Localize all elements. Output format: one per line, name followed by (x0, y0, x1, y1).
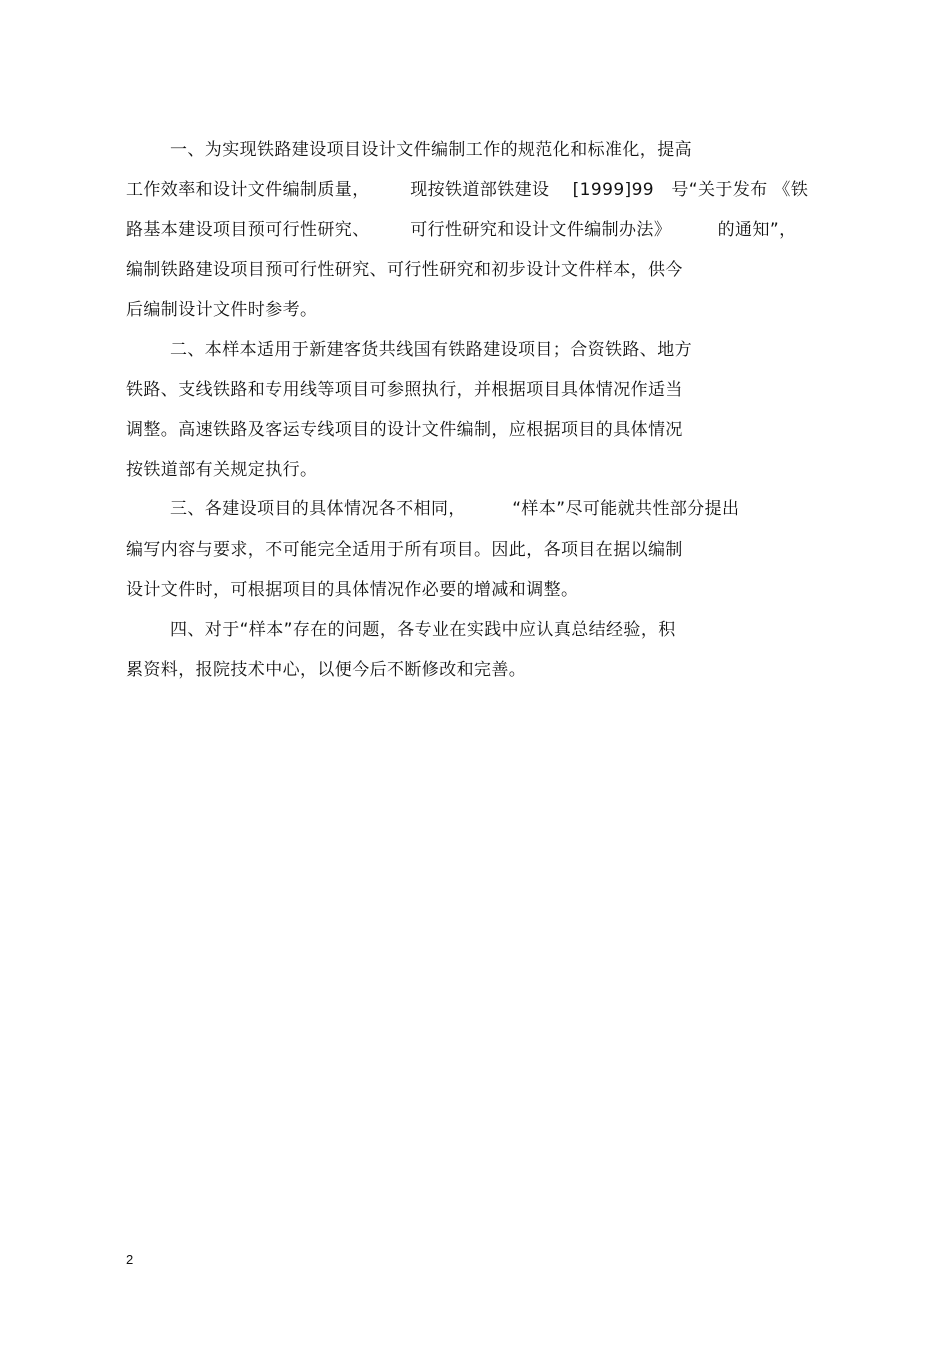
paragraph-1-line-5: 后编制设计文件时参考。 (126, 300, 318, 320)
paragraph-2-line-4: 按铁道部有关规定执行。 (126, 460, 318, 480)
paragraph-1-line-3: 路基本建设项目预可行性研究、 可行性研究和设计文件编制办法》 的通知”， (126, 220, 797, 240)
paragraph-1-line-4: 编制铁路建设项目预可行性研究、可行性研究和初步设计文件样本，供今 (126, 260, 683, 280)
paragraph-3-line-2: 编写内容与要求，不可能完全适用于所有项目。因此，各项目在据以编制 (126, 540, 683, 560)
paragraph-3-line-1: 三、各建设项目的具体情况各不相同， “样本”尽可能就共性部分提出 (170, 499, 740, 519)
paragraph-2-line-3: 调整。高速铁路及客运专线项目的设计文件编制，应根据项目的具体情况 (126, 420, 683, 440)
paragraph-4-line-2: 累资料，报院技术中心，以便今后不断修改和完善。 (126, 660, 527, 680)
paragraph-3-line-3: 设计文件时，可根据项目的具体情况作必要的增减和调整。 (126, 580, 579, 600)
paragraph-1-line-2: 工作效率和设计文件编制质量， 现按铁道部铁建设 [1999]99 号“关于发布 《铁 (126, 180, 809, 200)
paragraph-2-line-1: 二、本样本适用于新建客货共线国有铁路建设项目；合资铁路、地方 (170, 340, 692, 360)
page-number: 2 (126, 1252, 134, 1267)
paragraph-2-line-2: 铁路、支线铁路和专用线等项目可参照执行，并根据项目具体情况作适当 (126, 380, 683, 400)
paragraph-1-line-1: 一、为实现铁路建设项目设计文件编制工作的规范化和标准化，提高 (170, 140, 692, 160)
paragraph-4-line-1: 四、对于“样本”存在的问题，各专业在实践中应认真总结经验，积 (170, 620, 676, 640)
